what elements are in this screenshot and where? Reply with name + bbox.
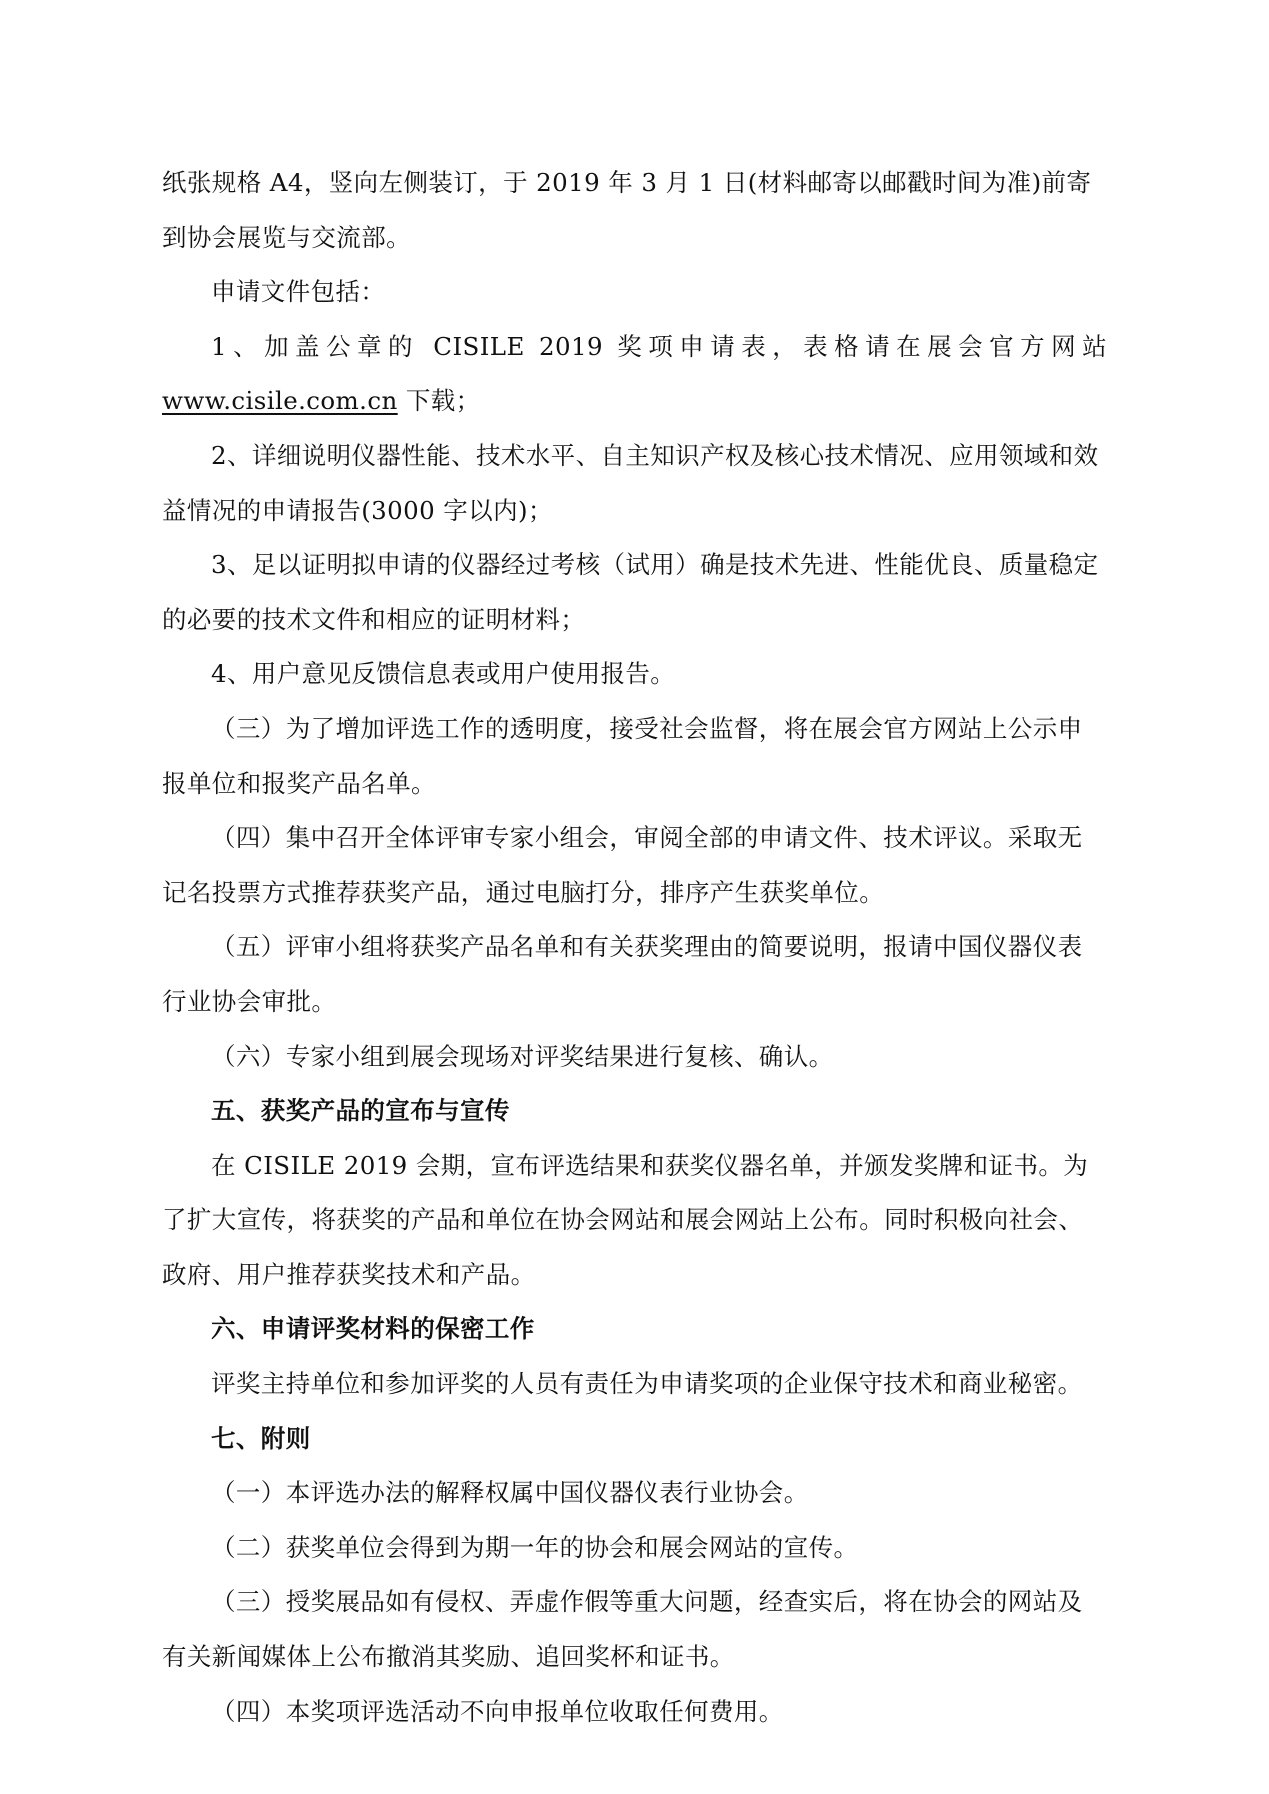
document-body bbox=[162, 156, 1107, 1739]
download-text: 下载； bbox=[397, 386, 481, 416]
paragraph-section-4: （四）集中召开全体评审专家小组会，审阅全部的申请文件、技术评议。采取无记名投票方式推荐获奖产品，通过电脑打分，排序产生获奖单位。 bbox=[162, 823, 1083, 907]
heading-announcement: 五、获奖产品的宣布与宣传 bbox=[211, 1096, 510, 1126]
paragraph-item-2: 2、详细说明仪器性能、技术水平、自主知识产权及核心技术情况、应用领域和效益情况的申请报告(3000 字以内)； bbox=[162, 440, 1099, 525]
paragraph-item-1-line1: 1、加盖公章的 CISILE 2019 奖项申请表，表格请在展会官方网站 bbox=[211, 331, 1107, 361]
paragraph-appendix-1: （一）本评选办法的解释权属中国仪器仪表行业协会。 bbox=[211, 1478, 809, 1508]
paragraph-item-1-line2 bbox=[162, 374, 1107, 429]
paragraph-announcement: 在 CISILE 2019 会期，宣布评选结果和获奖仪器名单，并颁发奖牌和证书。为了扩大宣传，将获奖的产品和单位在协会网站和展会网站上公布。同时积极向社会、政府、用户推荐获奖技术和产品。 bbox=[162, 1150, 1089, 1289]
website-link[interactable]: www.cisile.com.cn bbox=[162, 386, 398, 416]
paragraph-section-5: （五）评审小组将获奖产品名单和有关获奖理由的简要说明，报请中国仪器仪表行业协会审批。 bbox=[162, 932, 1083, 1016]
paragraph-appendix-3: （三）授奖展品如有侵权、弄虚作假等重大问题，经查实后，将在协会的网站及有关新闻媒体上公布撤消其奖励、追回奖杯和证书。 bbox=[162, 1587, 1083, 1672]
heading-appendix: 七、附则 bbox=[211, 1423, 311, 1453]
paragraph-section-3: （三）为了增加评选工作的透明度，接受社会监督，将在展会官方网站上公示申报单位和报奖产品名单。 bbox=[162, 713, 1083, 798]
paragraph-application-docs-intro: 申请文件包括： bbox=[211, 277, 386, 307]
heading-confidentiality: 六、申请评奖材料的保密工作 bbox=[211, 1314, 535, 1344]
paragraph-item-4: 4、用户意见反馈信息表或用户使用报告。 bbox=[211, 659, 676, 689]
paragraph-section-6: （六）专家小组到展会现场对评奖结果进行复核、确认。 bbox=[211, 1041, 834, 1071]
paragraph-item-3: 3、足以证明拟申请的仪器经过考核（试用）确是技术先进、性能优良、质量稳定的必要的技术文件和相应的证明材料； bbox=[162, 550, 1099, 634]
paragraph-appendix-4: （四）本奖项评选活动不向申报单位收取任何费用。 bbox=[211, 1696, 784, 1726]
paragraph-appendix-2: （二）获奖单位会得到为期一年的协会和展会网站的宣传。 bbox=[211, 1532, 859, 1562]
paragraph-submission-format: 纸张规格 A4，竖向左侧装订，于 2019 年 3 月 1 日(材料邮寄以邮戳时间为准)前寄到协会展览与交流部。 bbox=[162, 168, 1092, 252]
paragraph-confidentiality: 评奖主持单位和参加评奖的人员有责任为申请奖项的企业保守技术和商业秘密。 bbox=[211, 1369, 1083, 1399]
